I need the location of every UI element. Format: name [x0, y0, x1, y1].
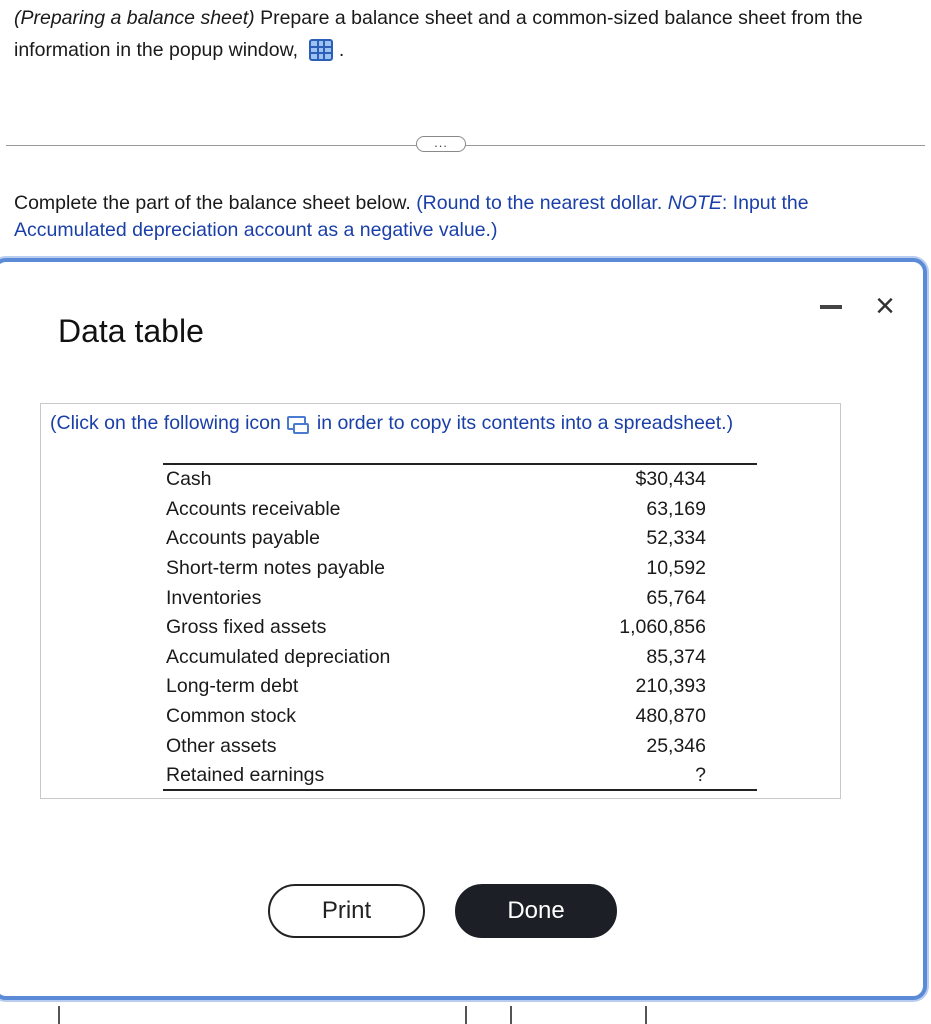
- instructions-text: [14, 190, 914, 244]
- table-row: [166, 613, 706, 643]
- row-value: 1,060,856: [619, 616, 706, 639]
- copy-instructions: (Click on the following icon in order to copy its contents into a spreadsheet.): [50, 412, 734, 434]
- done-button[interactable]: Done: [455, 884, 617, 938]
- row-label: Retained earnings: [166, 764, 325, 787]
- copy-to-spreadsheet-icon[interactable]: [287, 416, 309, 430]
- row-label: Cash: [166, 468, 212, 491]
- minimize-icon: [820, 305, 842, 309]
- close-button[interactable]: [868, 287, 902, 325]
- instructions-note: (Round to the nearest dollar. NOTE: Input the Accumulated depreciation account as a negative value.): [14, 192, 809, 241]
- table-row: [166, 702, 706, 732]
- question-lead: (Preparing a balance sheet): [14, 7, 255, 29]
- table-row: [166, 731, 706, 761]
- row-value: $30,434: [635, 468, 706, 491]
- balance-data-table: [166, 465, 706, 791]
- close-icon: ×: [875, 287, 895, 325]
- row-value: 85,374: [646, 645, 706, 668]
- bottom-tick: [465, 1006, 467, 1024]
- minimize-button[interactable]: [818, 298, 844, 316]
- table-row: [166, 643, 706, 673]
- table-row: [166, 524, 706, 554]
- table-row: [166, 554, 706, 584]
- table-bottom-rule: [163, 789, 757, 791]
- row-label: Accumulated depreciation: [166, 645, 391, 668]
- table-row: [166, 583, 706, 613]
- table-row: [166, 495, 706, 525]
- row-value: 210,393: [635, 675, 706, 698]
- table-row: [166, 761, 706, 791]
- row-value: 25,346: [646, 734, 706, 757]
- row-label: Common stock: [166, 705, 297, 728]
- print-button[interactable]: Print: [268, 884, 425, 938]
- row-label: Accounts receivable: [166, 497, 341, 520]
- row-value: 63,169: [646, 497, 706, 520]
- row-value: 10,592: [646, 557, 706, 580]
- question-body: Prepare a balance sheet and a common-sized balance sheet from the information in the popup window,: [14, 7, 863, 61]
- row-label: Short-term notes payable: [166, 557, 385, 580]
- row-value: ?: [695, 764, 706, 787]
- spreadsheet-grid-icon[interactable]: [309, 39, 333, 61]
- row-label: Inventories: [166, 586, 262, 609]
- instructions-main: Complete the part of the balance sheet below.: [14, 192, 417, 214]
- row-value: 480,870: [635, 705, 706, 728]
- table-row: [166, 465, 706, 495]
- row-value: 65,764: [646, 586, 706, 609]
- row-value: 52,334: [646, 527, 706, 550]
- bottom-tick: [645, 1006, 647, 1024]
- popup-title: Data table: [58, 313, 204, 349]
- question-period: .: [338, 39, 345, 61]
- row-label: Gross fixed assets: [166, 616, 327, 639]
- row-label: Other assets: [166, 734, 277, 757]
- bottom-tick: [58, 1006, 60, 1024]
- question-text: [14, 2, 914, 66]
- expand-more-button[interactable]: ...: [416, 136, 466, 152]
- bottom-tick: [510, 1006, 512, 1024]
- row-label: Long-term debt: [166, 675, 299, 698]
- table-row: [166, 672, 706, 702]
- row-label: Accounts payable: [166, 527, 320, 550]
